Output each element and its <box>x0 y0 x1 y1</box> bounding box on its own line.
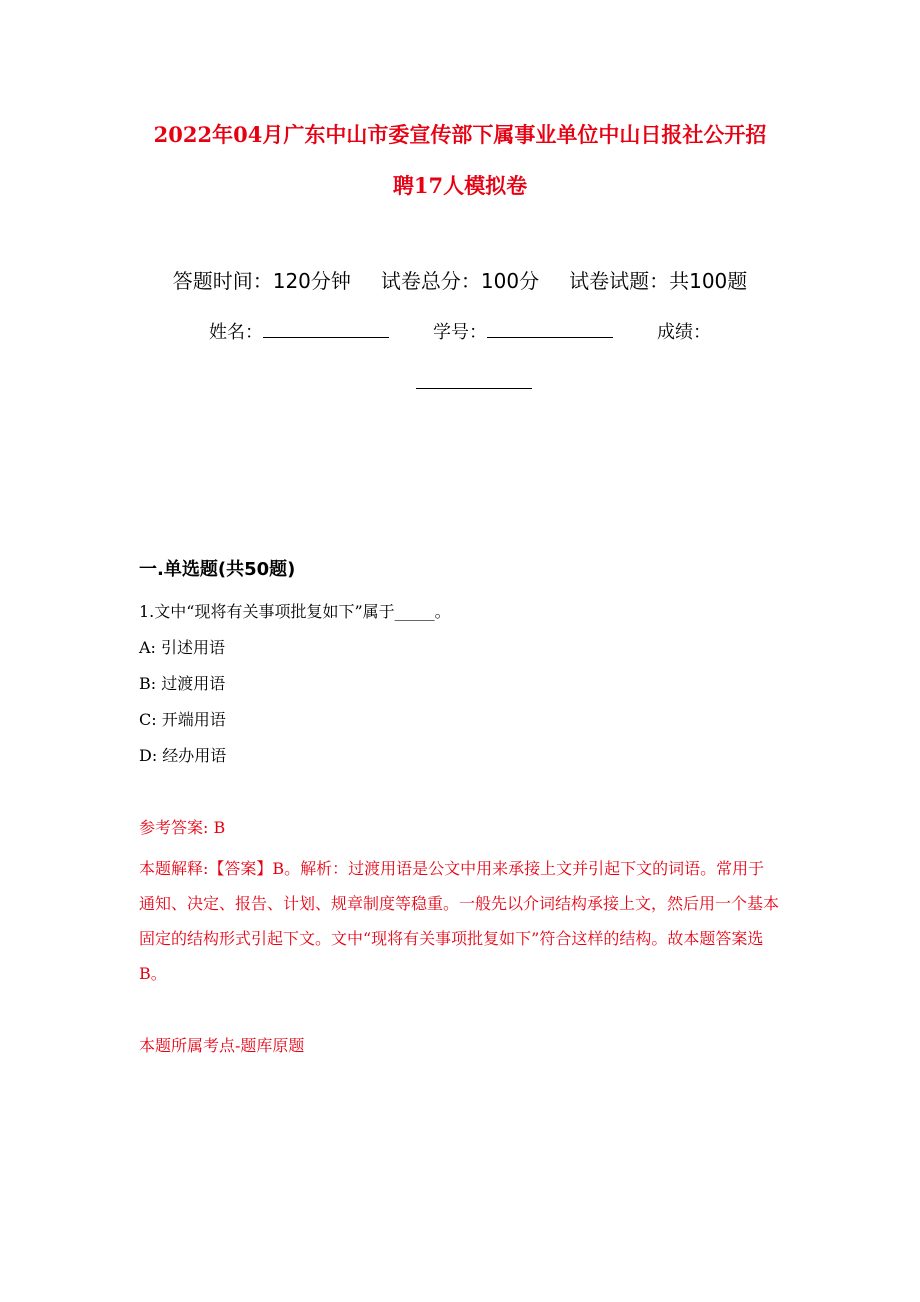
exam-total-score: 试卷总分：100分 <box>380 269 540 293</box>
exam-time: 答题时间：120分钟 <box>172 269 351 293</box>
student-info-row <box>100 317 820 347</box>
document-title-line-2: 聘17人模拟卷 <box>392 173 528 198</box>
section-title: 一.单选题(共50题) <box>139 559 296 580</box>
name-label: 姓名： <box>209 322 263 343</box>
exam-question-count: 试卷试题：共100题 <box>569 269 748 293</box>
score-blank <box>416 386 532 389</box>
student-id-blank <box>487 317 613 338</box>
option-b: B: 过渡用语 <box>139 674 226 693</box>
answer-explanation: 本题解释:【答案】B。解析：过渡用语是公文中用来承接上文并引起下文的词语。常用于通知、决定、报告、计划、规章制度等稳重。一般先以介词结构承接上文，然后用一个基本固定的结构形式引起下文。文中“现将有关事项批复如下”符合这样的结构。故本题答案选B。 <box>139 859 780 983</box>
reference-answer: 参考答案: B <box>139 818 226 837</box>
document-title-line-1: 2022年04月广东中山市委宣传部下属事业单位中山日报社公开招 <box>153 122 767 147</box>
option-c: C: 开端用语 <box>139 710 226 729</box>
score-label: 成绩： <box>657 322 711 343</box>
student-id-label: 学号： <box>433 322 487 343</box>
option-a: A: 引述用语 <box>139 638 226 657</box>
knowledge-point: 本题所属考点-题库原题 <box>139 1036 305 1055</box>
question-stem: 1.文中“现将有关事项批复如下”属于_____。 <box>139 602 451 621</box>
exam-meta-row <box>100 266 820 296</box>
option-d: D: 经办用语 <box>139 746 227 765</box>
name-blank <box>263 317 389 338</box>
